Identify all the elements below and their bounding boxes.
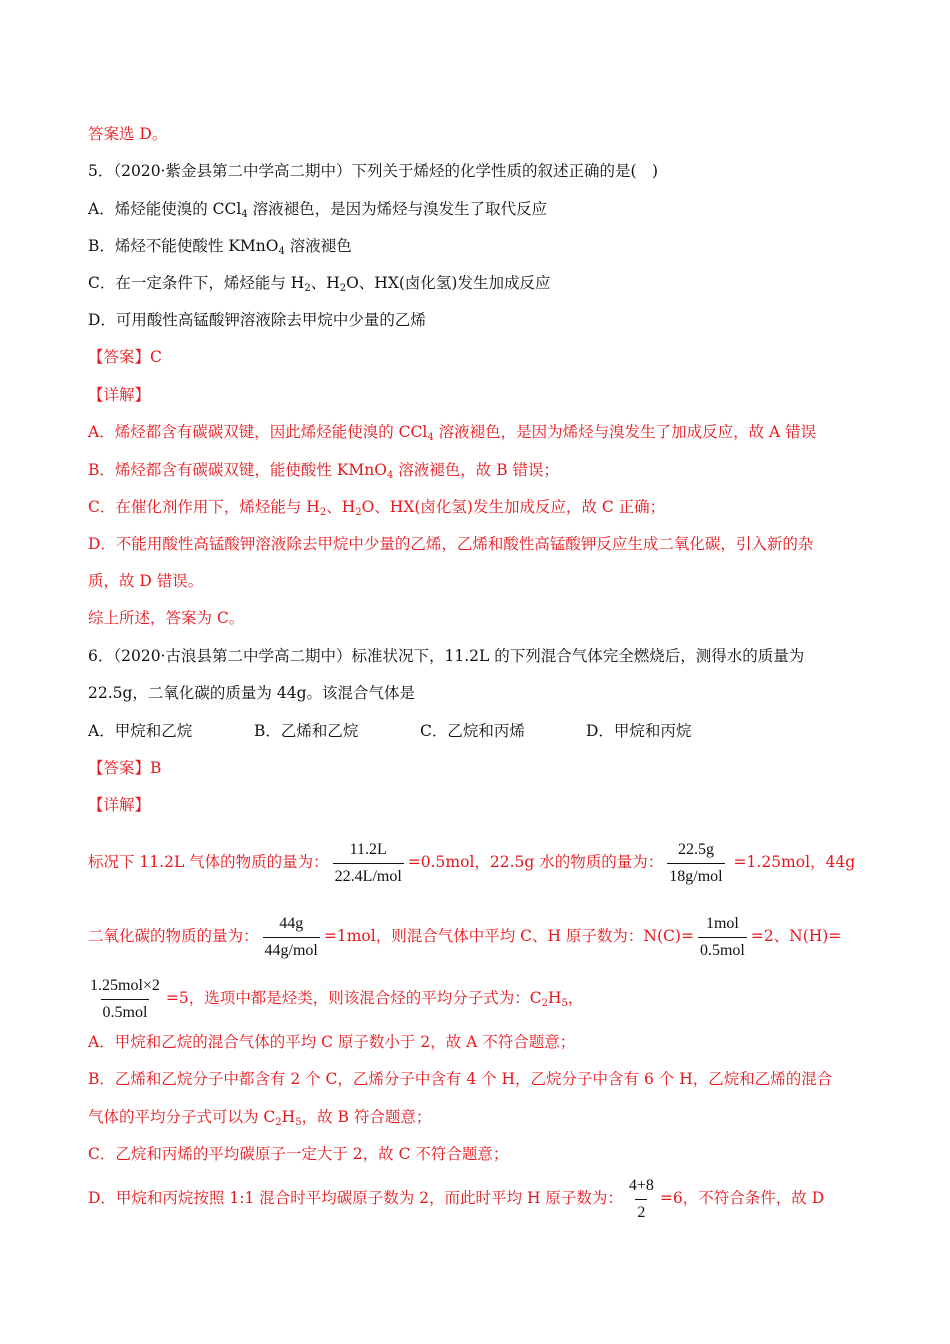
question-6-stem-line1: 6．（2020·古浪县第二中学高二期中）标准状况下，11.2L 的下列混合气体完全燃烧后，测得水的质量为 <box>88 647 805 665</box>
explanation-5-b: B．烯烃都含有碳碳双键，能使酸性 KMnO$_4$ 溶液褪色，故 B 错误； <box>88 461 560 481</box>
explanation-6-b-line1: B．乙烯和乙烷分子中都含有 2 个 C，乙烯分子中含有 4 个 H，乙烷分子中含有 6 个 H，乙烷和乙烯的混合 <box>88 1070 833 1088</box>
question-5-option-a: A．烯烃能使溴的 CCl$_4$ 溶液褪色，是因为烯烃与溴发生了取代反应 <box>88 200 548 220</box>
fraction-water-moles: $\frac{22.5g}{\text{18g/mol}}$ <box>667 839 724 888</box>
fraction-hydrogen-count: $\frac{\text{1.25mol×2}}{\text{0.5mol}}$ <box>88 975 162 1024</box>
fraction-carbon-count: $\frac{\text{1mol}}{\text{0.5mol}}$ <box>698 913 747 962</box>
explanation-6-line3: $\frac{\text{1.25mol×2}}{\text{0.5mol}}$ =5，选项中都是烃类，则该混合烃的平均分子式为：$C_2H_5$， <box>88 974 864 1024</box>
explanation-6-line1: 标况下 11.2L 气体的物质的量为： $\frac{11.2L}{\text{22.4L/mol}}$ =0.5mol，22.5g 水的物质的量为： $\frac{22.5g}{\text{18g/mol}}$ =1.25mol，44g <box>88 838 864 888</box>
explanation-6-line2: 二氧化碳的物质的量为： $\frac{44g}{\text{44g/mol}}$ =1mol，则混合气体中平均 C、H 原子数为：N(C)= $\frac{\text{1mol}}{\text{0.5mol}}$ =2、N(H)= <box>88 912 864 962</box>
explanation-6-a: A．甲烷和乙烷的混合气体的平均 C 原子数小于 2，故 A 不符合题意； <box>88 1033 576 1051</box>
question-6-detail-heading: 【详解】 <box>88 796 151 814</box>
question-5-option-b: B．烯烃不能使酸性 KMnO$_4$ 溶液褪色 <box>88 237 352 257</box>
question-5-option-d: D．可用酸性高锰酸钾溶液除去甲烷中少量的乙烯 <box>88 311 426 329</box>
question-6-option-c: C．乙烷和丙烯 <box>420 722 525 740</box>
prev-answer-line: 答案选 D。 <box>88 125 168 143</box>
explanation-6-b-line2: 气体的平均分子式可以为 $C_2H_5$，故 B 符合题意； <box>88 1108 432 1128</box>
question-5-stem: 5．（2020·紫金县第二中学高二期中）下列关于烯烃的化学性质的叙述正确的是( ) <box>88 162 659 180</box>
question-5-detail-heading: 【详解】 <box>88 386 151 404</box>
explanation-5-a: A．烯烃都含有碳碳双键，因此烯烃能使溴的 CCl$_4$ 溶液褪色，是因为烯烃与溴发生了加成反应，故 A 错误 <box>88 423 817 443</box>
question-5-answer: 【答案】C <box>88 348 162 366</box>
question-6-option-a: A．甲烷和乙烷 <box>88 722 193 740</box>
question-6-stem-line2: 22.5g，二氧化碳的质量为 44g。该混合气体是 <box>88 684 416 702</box>
explanation-5-summary: 综上所述，答案为 C。 <box>88 609 245 627</box>
question-6-option-d: D．甲烷和丙烷 <box>586 722 692 740</box>
explanation-5-d-line1: D．不能用酸性高锰酸钾溶液除去甲烷中少量的乙烯，乙烯和酸性高锰酸钾反应生成二氧化碳，引入新的杂 <box>88 535 814 553</box>
question-6-answer: 【答案】B <box>88 759 162 777</box>
explanation-5-d-line2: 质，故 D 错误。 <box>88 572 204 590</box>
question-6-option-b: B．乙烯和乙烷 <box>254 722 359 740</box>
question-6-options <box>88 720 864 742</box>
question-5-option-c: C．在一定条件下，烯烃能与 $H_2$、$H_2O$、HX(卤化氢)发生加成反应 <box>88 274 551 294</box>
explanation-6-c: C．乙烷和丙烯的平均碳原子一定大于 2，故 C 不符合题意； <box>88 1145 509 1163</box>
explanation-5-c: C．在催化剂作用下，烯烃能与 $H_2$、$H_2O$、HX(卤化氢)发生加成反应，故 C 正确； <box>88 498 666 518</box>
fraction-gas-moles: $\frac{11.2L}{\text{22.4L/mol}}$ <box>333 839 404 888</box>
fraction-average-hydrogen: $\frac{4+8}{2}$ <box>627 1175 656 1224</box>
explanation-6-d: D．甲烷和丙烷按照 1:1 混合时平均碳原子数为 2，而此时平均 H 原子数为： $\frac{4+8}{2}$ =6，不符合条件，故 D <box>88 1174 864 1224</box>
fraction-co2-moles: $\frac{44g}{\text{44g/mol}}$ <box>263 913 320 962</box>
